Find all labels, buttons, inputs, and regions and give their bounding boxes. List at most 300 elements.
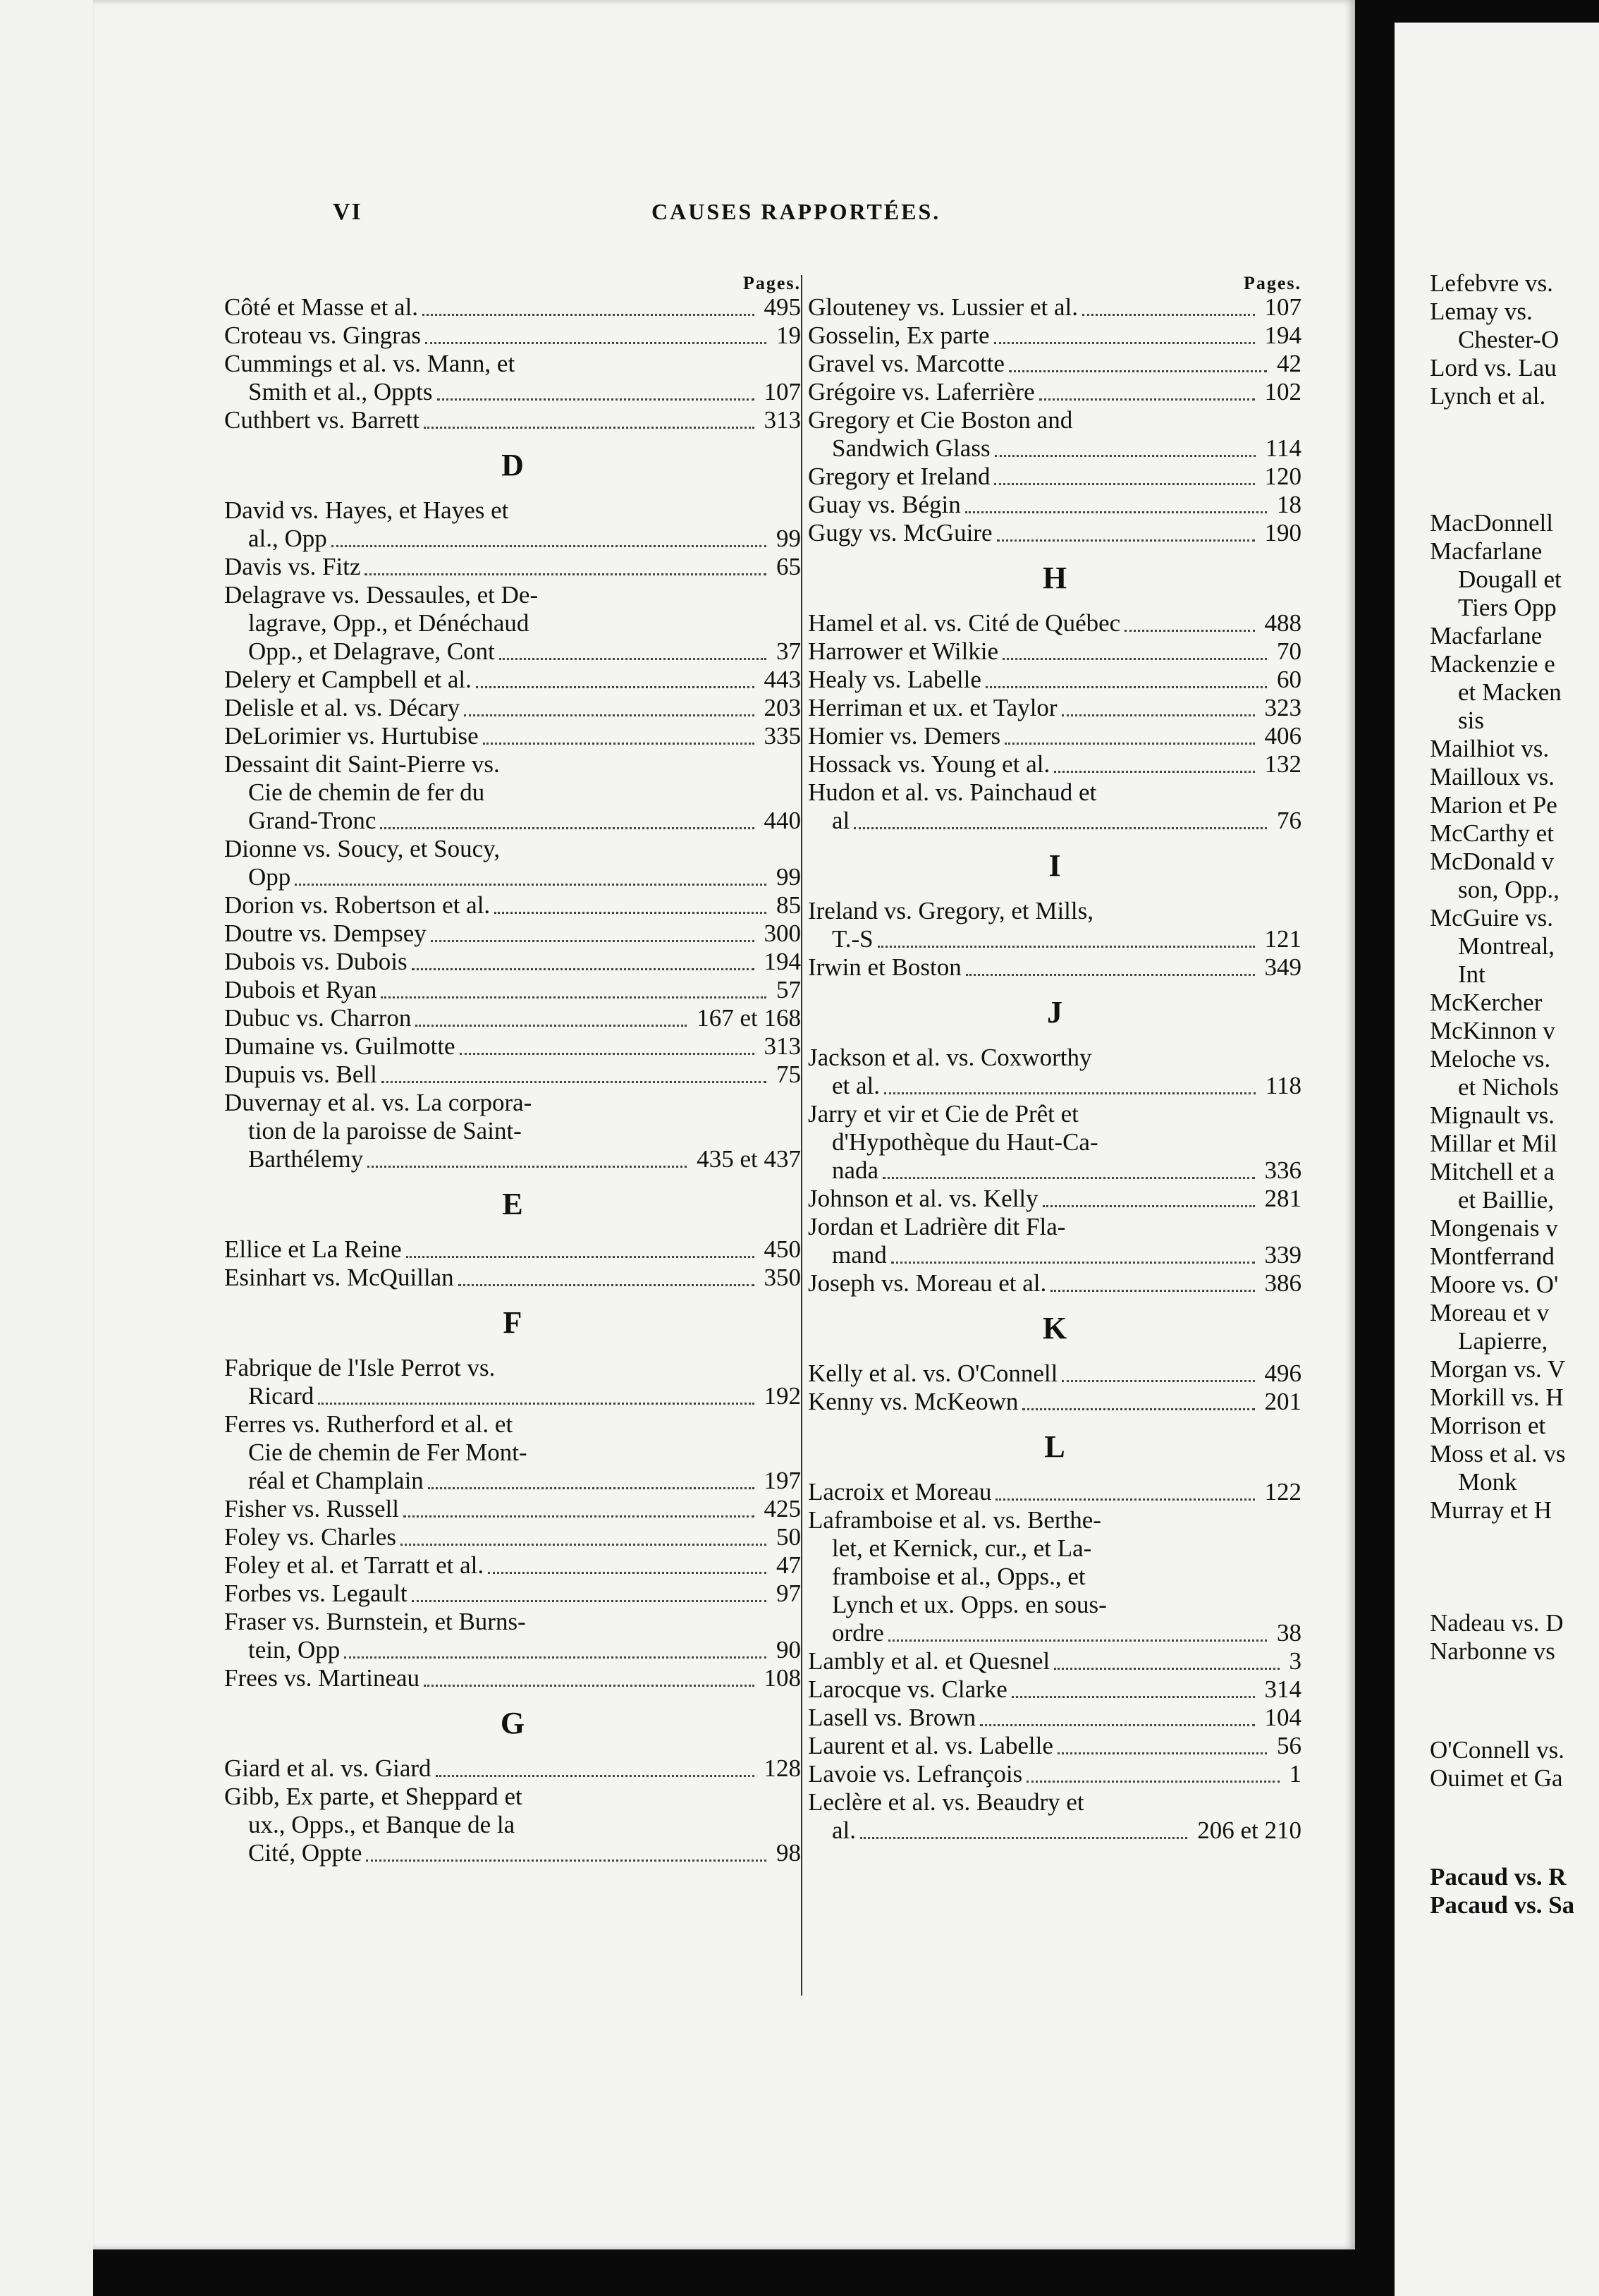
section-letter: F: [503, 1305, 522, 1340]
index-entry: [224, 1783, 801, 1867]
entry-line: [224, 807, 801, 835]
index-entry: [224, 1523, 801, 1551]
entry-line: [808, 807, 1301, 835]
entry-text: Healy vs. Labelle: [808, 666, 981, 693]
dot-leader: [994, 483, 1254, 485]
page-title: CAUSES RAPPORTÉES.: [651, 199, 941, 224]
entry-line: [808, 722, 1301, 750]
entry-text: réal et Champlain: [248, 1467, 424, 1494]
entry-text: Opp., et Delagrave, Cont: [248, 637, 495, 665]
index-entry: [808, 1388, 1301, 1416]
entry-text: Dumaine vs. Guilmotte: [224, 1032, 455, 1060]
fragment-line: Nadeau vs. D: [1430, 1609, 1564, 1637]
entry-text: Grégoire vs. Laferrière: [808, 378, 1035, 405]
entry-line: [224, 1551, 801, 1580]
fragment-line: Marion et Pe: [1430, 791, 1557, 819]
entry-line: [224, 1523, 801, 1551]
entry-line: [808, 637, 1301, 666]
entry-text: Hossack vs. Young et al.: [808, 750, 1050, 778]
fragment-line: Mitchell et a: [1430, 1158, 1555, 1185]
page-number: 102: [1264, 378, 1301, 405]
entry-line: [224, 637, 801, 666]
dot-leader: [1039, 398, 1255, 401]
entry-line: Hudon et al. vs. Painchaud et: [808, 778, 1097, 806]
page-number: 425: [764, 1495, 801, 1522]
index-entry: [808, 722, 1301, 750]
dot-leader: [1062, 1380, 1254, 1382]
entry-line: [808, 694, 1301, 722]
index-entry: [224, 891, 801, 920]
entry-line: [808, 491, 1301, 519]
fragment-line: et Nichols: [1458, 1073, 1559, 1101]
page-number: 42: [1277, 350, 1301, 377]
entry-line: Jackson et al. vs. Coxworthy: [808, 1044, 1092, 1071]
page-number: 19: [776, 322, 801, 349]
fragment-line: Morkill vs. H: [1430, 1384, 1564, 1411]
entry-text: Harrower et Wilkie: [808, 637, 999, 665]
page-number: 197: [764, 1467, 801, 1494]
entry-line: [808, 1760, 1301, 1788]
index-entry: [224, 920, 801, 948]
entry-line: let, et Kernick, cur., et La-: [832, 1534, 1092, 1562]
fragment-line: Meloche vs.: [1430, 1045, 1551, 1073]
entry-line: [224, 1382, 801, 1410]
entry-line: [224, 722, 801, 750]
page-number: 114: [1265, 434, 1301, 462]
index-entry: [808, 666, 1301, 694]
dot-leader: [884, 1092, 1256, 1094]
index-entry: [224, 1264, 801, 1292]
index-entry: [808, 350, 1301, 378]
dot-leader: [483, 743, 754, 745]
entry-text: Dorion vs. Robertson et al.: [224, 891, 491, 919]
page-number: 108: [764, 1664, 801, 1692]
index-entry: [808, 1788, 1301, 1845]
index-entry: [224, 750, 801, 835]
dot-leader: [995, 455, 1256, 457]
index-entry: [808, 1675, 1301, 1704]
entry-line: Ferres vs. Rutherford et al. et: [224, 1410, 513, 1438]
fragment-line: Monk: [1458, 1468, 1517, 1496]
entry-line: [808, 1156, 1301, 1185]
dot-leader: [295, 884, 766, 886]
entry-text: Delisle et al. vs. Décary: [224, 694, 460, 721]
entry-line: [224, 1839, 801, 1867]
dot-leader: [1054, 1668, 1279, 1670]
entry-line: ux., Opps., et Banque de la: [248, 1811, 515, 1838]
entry-text: Gugy vs. McGuire: [808, 519, 993, 546]
entry-line: Cummings et al. vs. Mann, et: [224, 350, 515, 377]
page-folio: VI: [333, 199, 362, 225]
page-number: 313: [764, 406, 801, 434]
entry-text: Cité, Oppte: [248, 1839, 362, 1867]
fragment-line: Dougall et: [1458, 566, 1562, 593]
fragment-line: Montreal,: [1458, 932, 1555, 960]
entry-text: Glouteney vs. Lussier et al.: [808, 293, 1078, 321]
entry-text: Hamel et al. vs. Cité de Québec: [808, 609, 1121, 637]
entry-line: [808, 666, 1301, 694]
index-entry: [224, 322, 801, 350]
page-number: 107: [764, 378, 801, 405]
entry-text: Lambly et al. et Quesnel: [808, 1647, 1050, 1675]
dot-leader: [994, 342, 1255, 344]
page-number: 300: [764, 920, 801, 947]
dot-leader: [854, 827, 1267, 829]
fragment-line: Ouimet et Ga: [1430, 1764, 1563, 1792]
entry-text: Johnson et al. vs. Kelly: [808, 1185, 1039, 1212]
index-entry: [224, 1580, 801, 1608]
page-number: 120: [1264, 463, 1301, 490]
entry-line: [224, 920, 801, 948]
dot-leader: [436, 1775, 754, 1777]
entry-line: [808, 1269, 1301, 1297]
entry-text: Dubois vs. Dubois: [224, 948, 408, 975]
pages-column-label: Pages.: [1243, 273, 1301, 293]
page-number: 435 et 437: [697, 1145, 801, 1173]
index-entry: [224, 1608, 801, 1664]
entry-line: Leclère et al. vs. Beaudry et: [808, 1788, 1084, 1816]
dot-leader: [1009, 370, 1267, 372]
entry-line: [224, 1061, 801, 1089]
entry-line: [224, 948, 801, 976]
entry-line: lagrave, Opp., et Dénéchaud: [248, 609, 529, 637]
dot-leader: [381, 1081, 766, 1083]
dot-leader: [1022, 1408, 1254, 1410]
entry-line: [224, 1145, 801, 1173]
page-number: 104: [1264, 1704, 1301, 1731]
index-entry: [808, 1647, 1301, 1675]
dot-leader: [424, 427, 754, 429]
page-number: 350: [764, 1264, 801, 1291]
entry-text: Ellice et La Reine: [224, 1235, 402, 1263]
page-number: 65: [776, 553, 801, 580]
dot-leader: [888, 1639, 1267, 1642]
entry-text: mand: [832, 1241, 887, 1269]
page-number: 167 et 168: [697, 1004, 801, 1032]
entry-text: Opp: [248, 863, 291, 891]
entry-line: [808, 1704, 1301, 1732]
entry-text: Gosselin, Ex parte: [808, 322, 990, 349]
dot-leader: [366, 1860, 766, 1862]
entry-line: [224, 378, 801, 406]
index-entry: [808, 1732, 1301, 1760]
index-entry: [224, 835, 801, 891]
index-entry: [224, 1754, 801, 1783]
fragment-line: sis: [1458, 707, 1484, 734]
index-entry: [808, 293, 1301, 322]
dot-leader: [331, 545, 766, 547]
entry-text: Dubuc vs. Charron: [224, 1004, 412, 1032]
fragment-line: Mignault vs.: [1430, 1101, 1555, 1129]
page-number: 281: [1264, 1185, 1301, 1212]
page-number: 386: [1264, 1269, 1301, 1297]
fragment-line: Murray et H: [1430, 1496, 1552, 1524]
dot-leader: [1050, 1290, 1254, 1292]
dot-leader: [406, 1256, 754, 1258]
entry-line: [224, 863, 801, 891]
entry-line: [808, 378, 1301, 406]
page-number: 47: [776, 1551, 801, 1579]
index-entry: [808, 1478, 1301, 1506]
entry-line: tion de la paroisse de Saint-: [248, 1117, 522, 1144]
entry-line: [808, 519, 1301, 547]
fragment-line: McKercher: [1430, 989, 1543, 1016]
entry-text: Davis vs. Fitz: [224, 553, 361, 580]
entry-line: Jarry et vir et Cie de Prêt et: [808, 1100, 1079, 1128]
index-entry: [224, 1061, 801, 1089]
dot-leader: [412, 1600, 766, 1602]
entry-line: [224, 406, 801, 434]
section-gap: [1430, 410, 1599, 509]
dot-leader: [1058, 1752, 1267, 1754]
fragment-line: Mackenzie e: [1430, 650, 1555, 678]
dot-leader: [431, 940, 754, 942]
entry-line: Fabrique de l'Isle Perrot vs.: [224, 1354, 496, 1381]
dot-leader: [980, 1724, 1254, 1726]
page-number: 98: [776, 1839, 801, 1867]
entry-text: Foley vs. Charles: [224, 1523, 397, 1551]
entry-line: Dessaint dit Saint-Pierre vs.: [224, 750, 500, 778]
page-number: 314: [1264, 1675, 1301, 1703]
fragment-line: McDonald v: [1430, 848, 1554, 875]
page-number: 60: [1277, 666, 1301, 693]
dot-leader: [1003, 658, 1267, 660]
index-entry: [808, 694, 1301, 722]
fragment-line: Narbonne vs: [1430, 1637, 1555, 1665]
dot-leader: [494, 912, 766, 914]
entry-text: Doutre vs. Dempsey: [224, 920, 427, 947]
fragment-line: Pacaud vs. Sa: [1430, 1891, 1575, 1919]
entry-line: [808, 1816, 1301, 1845]
entry-text: Kelly et al. vs. O'Connell: [808, 1360, 1058, 1387]
dot-leader: [460, 1053, 754, 1055]
fragment-line: MacDonnell: [1430, 509, 1553, 537]
index-entry: [808, 378, 1301, 406]
index-entry: [224, 694, 801, 722]
page-number: 99: [776, 525, 801, 552]
entry-text: Côté et Masse et al.: [224, 293, 419, 321]
index-entry: [224, 406, 801, 434]
page-number: 121: [1264, 925, 1301, 953]
entry-text: al.: [832, 1816, 857, 1844]
page-number: 97: [776, 1580, 801, 1607]
index-entry: [808, 1360, 1301, 1388]
entry-text: Irwin et Boston: [808, 953, 962, 981]
page-number: 206 et 210: [1197, 1816, 1301, 1844]
page-number: 313: [764, 1032, 801, 1060]
entry-text: Dubois et Ryan: [224, 976, 377, 1003]
index-entry: [808, 1213, 1301, 1269]
entry-line: [808, 1360, 1301, 1388]
index-entry: [808, 463, 1301, 491]
page-number: 107: [1264, 293, 1301, 321]
dot-leader: [437, 398, 754, 401]
index-entry: [808, 1704, 1301, 1732]
fragment-line: Chester-O: [1458, 326, 1560, 353]
entry-line: Cie de chemin de Fer Mont-: [248, 1439, 527, 1466]
entry-line: [808, 750, 1301, 778]
fragment-line: Mongenais v: [1430, 1214, 1558, 1242]
entry-line: Gibb, Ex parte, et Sheppard et: [224, 1783, 522, 1810]
entry-line: [224, 1754, 801, 1783]
index-entry: [808, 1185, 1301, 1213]
entry-line: Fraser vs. Burnstein, et Burns-: [224, 1608, 526, 1635]
entry-line: Gregory et Cie Boston and: [808, 406, 1073, 434]
page-number: 132: [1264, 750, 1301, 778]
page-number: 194: [764, 948, 801, 975]
dot-leader: [488, 1572, 766, 1574]
page-number: 76: [1277, 807, 1301, 834]
section-letter: K: [1042, 1311, 1067, 1345]
index-entry: [808, 609, 1301, 637]
dot-leader: [860, 1837, 1187, 1839]
entry-line: [224, 1235, 801, 1264]
entry-line: [224, 525, 801, 553]
index-entry: [224, 293, 801, 322]
dot-leader: [425, 342, 766, 344]
entry-line: [224, 293, 801, 322]
dot-leader: [412, 968, 754, 970]
entry-text: Dupuis vs. Bell: [224, 1061, 377, 1088]
entry-text: al., Opp: [248, 525, 327, 552]
section-letter: H: [1042, 561, 1067, 595]
entry-line: [808, 1388, 1301, 1416]
entry-line: Jordan et Ladrière dit Fla-: [808, 1213, 1066, 1240]
section-letter: G: [500, 1706, 525, 1740]
entry-text: Fisher vs. Russell: [224, 1495, 399, 1522]
dot-leader: [499, 658, 766, 660]
page-number: 488: [1264, 609, 1301, 637]
entry-text: tein, Opp: [248, 1636, 341, 1663]
entry-line: Duvernay et al. vs. La corpora-: [224, 1089, 532, 1116]
entry-text: Forbes vs. Legault: [224, 1580, 408, 1607]
page-number: 339: [1264, 1241, 1301, 1269]
index-entry: [224, 1235, 801, 1264]
index-entry: [224, 1089, 801, 1173]
fragment-line: Lemay vs.: [1430, 298, 1533, 325]
fragment-line: Tiers Opp: [1458, 594, 1557, 621]
dot-leader: [464, 714, 754, 716]
pages-column-label: Pages.: [742, 273, 801, 293]
dot-leader: [965, 511, 1267, 513]
entry-text: T.-S: [832, 925, 874, 953]
entry-text: DeLorimier vs. Hurtubise: [224, 722, 479, 750]
page-number: 203: [764, 694, 801, 721]
entry-text: Lacroix et Moreau: [808, 1478, 992, 1506]
fragment-line: Pacaud vs. R: [1430, 1863, 1567, 1891]
index-entry: [224, 1354, 801, 1410]
entry-line: [808, 609, 1301, 637]
fragment-line: Morrison et: [1430, 1412, 1546, 1439]
index-entry: [224, 1004, 801, 1032]
entry-line: [808, 463, 1301, 491]
dot-leader: [1125, 630, 1254, 632]
page-number: 440: [764, 807, 801, 834]
entry-text: Lasell vs. Brown: [808, 1704, 976, 1731]
dot-leader: [415, 1025, 687, 1027]
entry-text: Foley et al. et Tarratt et al.: [224, 1551, 484, 1579]
index-entry: [224, 1032, 801, 1061]
dot-leader: [1043, 1205, 1255, 1207]
index-entry: [808, 1100, 1301, 1185]
dot-leader: [403, 1515, 754, 1518]
entry-line: [224, 1580, 801, 1608]
fragment-line: McGuire vs.: [1430, 904, 1553, 932]
fragment-line: Lynch et al.: [1430, 382, 1546, 410]
fragment-line: O'Connell vs.: [1430, 1736, 1565, 1764]
entry-line: [224, 891, 801, 920]
dot-leader: [986, 686, 1267, 688]
dot-leader: [883, 1177, 1254, 1179]
page-number: 1: [1289, 1760, 1301, 1788]
entry-line: [224, 976, 801, 1004]
dot-leader: [878, 946, 1255, 948]
entry-text: ordre: [832, 1619, 884, 1647]
dot-leader: [966, 974, 1255, 976]
entry-line: [808, 1619, 1301, 1647]
entry-text: Esinhart vs. McQuillan: [224, 1264, 454, 1291]
entry-line: Lynch et ux. Opps. en sous-: [832, 1591, 1107, 1618]
dot-leader: [367, 1166, 687, 1168]
entry-text: Laurent et al. vs. Labelle: [808, 1732, 1053, 1759]
index-entry: [224, 581, 801, 666]
dot-leader: [995, 1498, 1254, 1501]
entry-line: [808, 1478, 1301, 1506]
index-entry: [808, 953, 1301, 982]
entry-line: [808, 434, 1301, 463]
index-entry: [224, 553, 801, 581]
entry-text: Homier vs. Demers: [808, 722, 1001, 750]
dot-leader: [1082, 314, 1255, 316]
entry-line: Ireland vs. Gregory, et Mills,: [808, 897, 1093, 924]
index-entry: [808, 322, 1301, 350]
page-number: 443: [764, 666, 801, 693]
page-number: 336: [1264, 1156, 1301, 1184]
index-entry: [224, 666, 801, 694]
section-letter: I: [1048, 848, 1061, 883]
index-entry: [224, 350, 801, 406]
dot-leader: [318, 1403, 754, 1405]
entry-text: Barthélemy: [248, 1145, 364, 1173]
page-number: 99: [776, 863, 801, 891]
index-entry: [808, 750, 1301, 778]
fragment-line: Macfarlane: [1430, 622, 1543, 649]
fragment-line: Moss et al. vs: [1430, 1440, 1566, 1467]
dot-leader: [400, 1544, 766, 1546]
index-entry: [224, 1410, 801, 1495]
entry-line: [224, 1664, 801, 1692]
section-letter: L: [1044, 1429, 1065, 1464]
entry-text: Gravel vs. Marcotte: [808, 350, 1005, 377]
dot-leader: [997, 539, 1255, 542]
dot-leader: [344, 1656, 766, 1659]
dot-leader: [1054, 771, 1254, 773]
entry-text: nada: [832, 1156, 879, 1184]
section-letter: D: [501, 448, 524, 482]
index-entry: [808, 1269, 1301, 1297]
entry-line: [224, 666, 801, 694]
entry-text: Herriman et ux. et Taylor: [808, 694, 1058, 721]
entry-text: Croteau vs. Gingras: [224, 322, 421, 349]
entry-line: d'Hypothèque du Haut-Ca-: [832, 1128, 1098, 1156]
entry-line: [808, 1647, 1301, 1675]
entry-line: [808, 1675, 1301, 1704]
next-page-column: [1430, 269, 1599, 1919]
page-number: 85: [776, 891, 801, 919]
entry-text: al: [832, 807, 850, 834]
entry-line: [808, 953, 1301, 982]
page-number: 57: [776, 976, 801, 1003]
